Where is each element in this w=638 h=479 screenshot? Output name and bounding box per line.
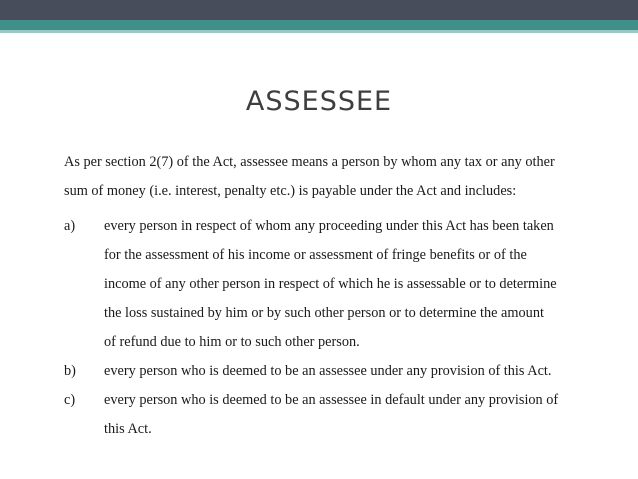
list-line: the loss sustained by him or by such other person or to determine the amount	[104, 305, 544, 321]
list-line: every person who is deemed to be an assessee in default under any provision of	[104, 392, 559, 408]
list-line: this Act.	[104, 421, 152, 437]
top-header-bar	[0, 0, 638, 20]
list-marker: b)	[64, 363, 76, 379]
list-item-text	[104, 212, 624, 357]
list-line: of refund due to him or to such other person.	[104, 334, 360, 350]
list-item-text	[104, 357, 624, 386]
accent-stripe	[0, 20, 638, 30]
list-line: every person in respect of whom any proceeding under this Act has been taken	[104, 218, 554, 234]
list-item-c	[64, 386, 624, 444]
list-item-text	[104, 386, 624, 444]
list-line: for the assessment of his income or assessment of fringe benefits or of the	[104, 247, 527, 263]
list-line: income of any other person in respect of which he is assessable or to determine	[104, 276, 557, 292]
list-line: every person who is deemed to be an assessee under any provision of this Act.	[104, 363, 552, 379]
list-marker: c)	[64, 392, 76, 408]
list-item-a	[64, 212, 624, 357]
list-item-b	[64, 357, 624, 386]
intro-paragraph	[64, 148, 624, 206]
accent-stripe-light	[0, 30, 638, 33]
intro-line: sum of money (i.e. interest, penalty etc.) is payable under the Act and includes:	[64, 183, 517, 199]
intro-line: As per section 2(7) of the Act, assessee means a person by whom any tax or any other	[64, 154, 555, 170]
list-marker: a)	[64, 218, 76, 234]
definition-list	[64, 212, 624, 444]
slide-title: ASSESSEE	[245, 86, 393, 117]
